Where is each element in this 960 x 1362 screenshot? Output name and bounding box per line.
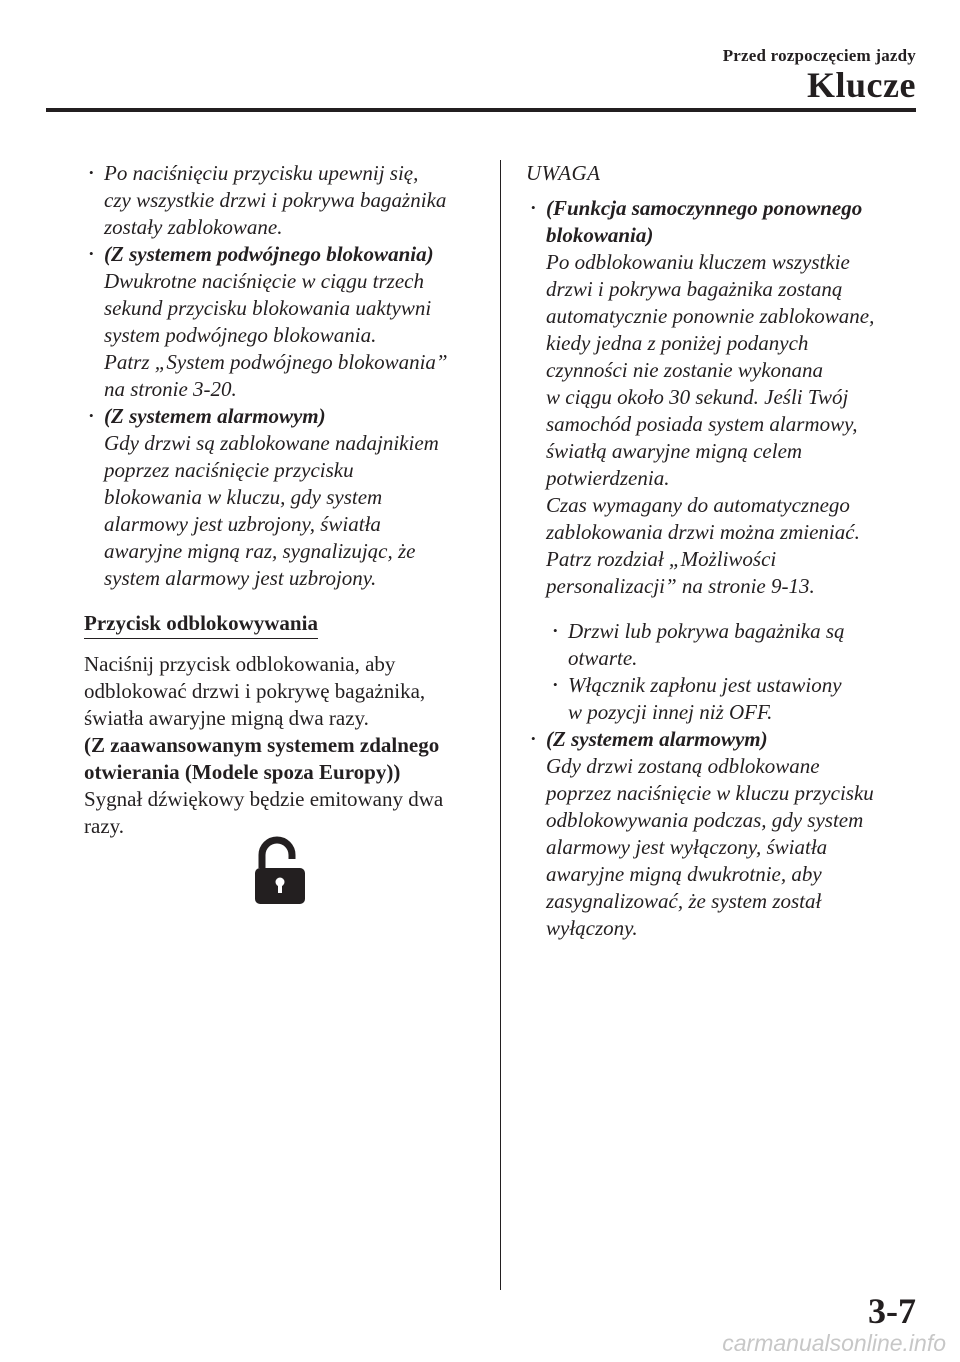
note-label: UWAGA	[526, 161, 601, 185]
bullet-item	[84, 403, 484, 592]
sub-bullet-item	[548, 618, 926, 672]
header-rule	[46, 108, 916, 112]
bullet-body: • Po naciśnięciu przycisku upewnij się, czy wszystkie drzwi i pokrywa bagażnika zostały zablokowane.	[104, 161, 447, 239]
sub-bullet-item	[548, 672, 926, 726]
page-title: Klucze	[807, 65, 916, 105]
sub-bullet-text: • Włącznik zapłonu jest ustawiony w pozycji innej niż OFF.	[568, 673, 842, 724]
paragraph: Sygnał dźwiękowy będzie emitowany dwa razy.	[84, 787, 444, 838]
page-number: 3-7	[868, 1291, 916, 1331]
sub-bullet-text: • Drzwi lub pokrywa bagażnika są otwarte.	[568, 619, 845, 670]
unlock-icon	[254, 836, 306, 904]
bullet-title: • (Z systemem podwójnego blokowania)	[104, 242, 434, 266]
bullet-body: Dwukrotne naciśnięcie w ciągu trzech sekund przycisku blokowania uaktywni system podwójnego blokowania. Patrz „System podwójnego blokowania” na stronie 3-20.	[104, 269, 448, 401]
bullet-body: Gdy drzwi są zablokowane nadajnikiem poprzez naciśnięcie przycisku blokowania w kluczu, gdy system alarmowy jest uzbrojony, światła awaryjne migną raz, sygnalizując, że system alarmowy jest uzbrojony.	[104, 431, 439, 590]
column-divider	[500, 160, 501, 1290]
bullet-title: • (Z systemem alarmowym)	[546, 727, 768, 751]
header-section: Przed rozpoczęciem jazdy	[722, 46, 916, 65]
left-column	[84, 160, 484, 840]
bullet-body: Po odblokowaniu kluczem wszystkie drzwi i pokrywa bagażnika zostaną automatycznie ponownie zablokowane, kiedy jedna z poniżej podanych czynności nie zostanie wykonana w ciągu około 30 sekund. Jeśli Twój samochód posiada system alarmowy, światłą awaryjne migną celem potwierdzenia. Czas wymagany do automatycznego zablokowania drzwi można zmieniać. Patrz rozdział „Możliwości personalizacji” na stronie 9-13.	[546, 250, 875, 598]
bullet-item	[84, 160, 484, 241]
right-column	[526, 160, 926, 942]
bullet-item	[526, 726, 926, 942]
bold-paragraph: (Z zaawansowanym systemem zdalnego otwierania (Modele spoza Europy))	[84, 733, 440, 784]
bullet-title: • (Z systemem alarmowym)	[104, 404, 326, 428]
paragraph: Naciśnij przycisk odblokowania, aby odblokować drzwi i pokrywę bagażnika, światła awaryjne migną dwa razy.	[84, 652, 426, 730]
sub-bullet-list	[526, 618, 926, 726]
watermark: carmanualsonline.info	[722, 1330, 946, 1356]
bullet-item	[526, 195, 926, 600]
bullet-body: Gdy drzwi zostaną odblokowane poprzez naciśnięcie w kluczu przycisku odblokowywania podczas, gdy system alarmowy jest wyłączony, światła awaryjne migną dwukrotnie, aby zasygnalizować, że system został wyłączony.	[546, 754, 874, 940]
bullet-title: • (Funkcja samoczynnego ponownego blokowania)	[546, 196, 863, 247]
bullet-item	[84, 241, 484, 403]
section-heading: Przycisk odblokowywania	[84, 610, 318, 639]
